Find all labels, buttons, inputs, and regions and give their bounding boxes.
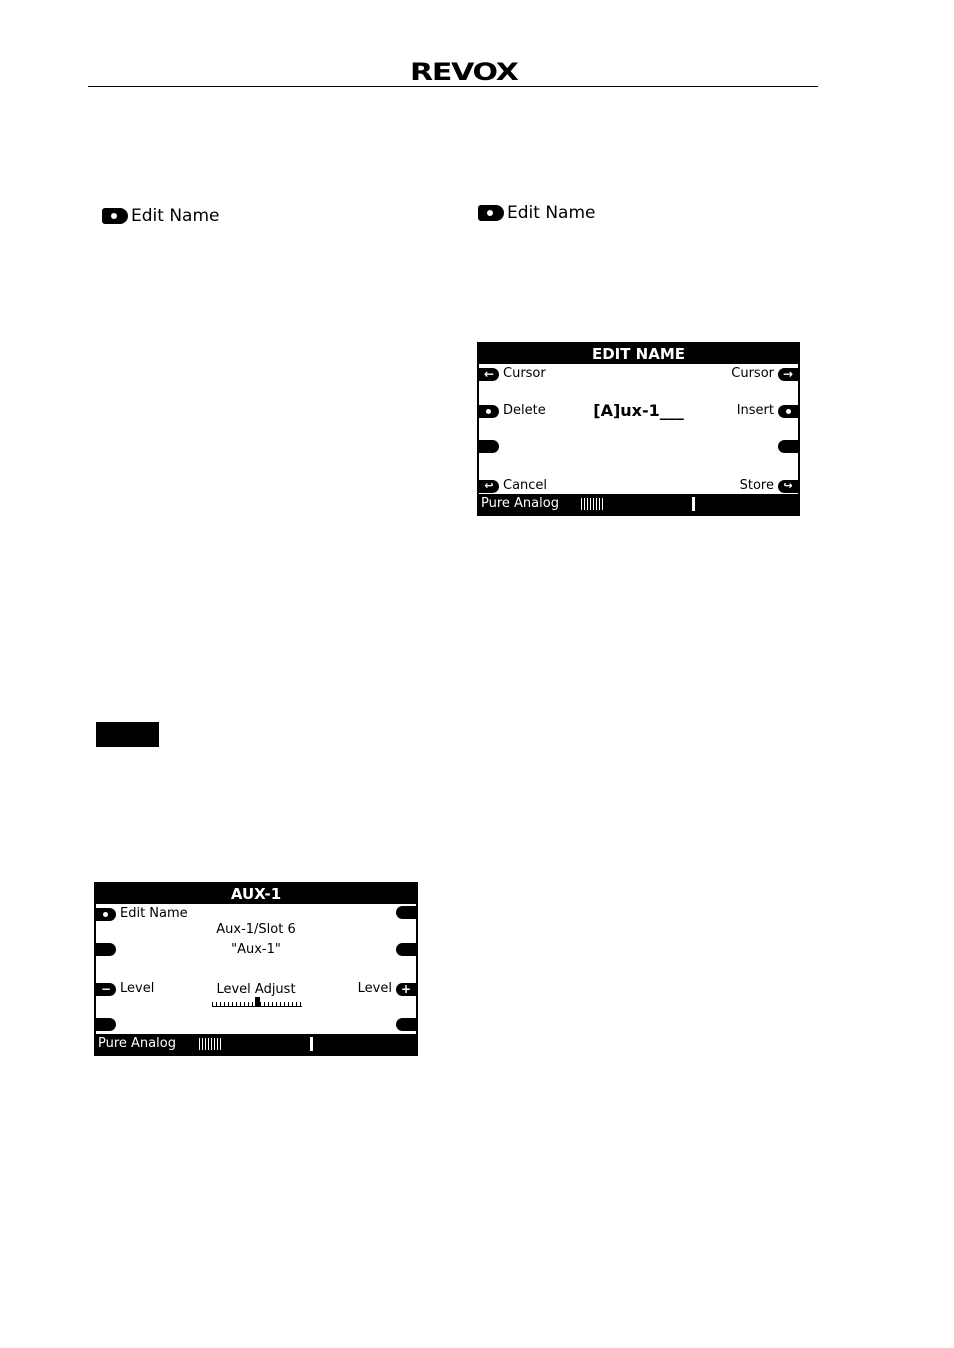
blank-key-icon [479, 440, 499, 453]
blank-key-icon [396, 1018, 416, 1031]
dot-key-icon [102, 208, 128, 224]
key-label: Delete [503, 403, 546, 418]
status-bar [479, 494, 798, 514]
minus-icon: − [96, 983, 116, 996]
aux-screen [94, 882, 418, 1056]
name-value: [A]ux-1___ [593, 401, 684, 420]
arrow-left-icon: ← [479, 368, 499, 381]
key-label: Cursor [503, 366, 546, 381]
edit-name-screen [477, 342, 800, 516]
status-bar [96, 1034, 416, 1054]
cursor-right-key[interactable] [731, 366, 798, 382]
softkey-right-4[interactable] [396, 1018, 416, 1031]
status-label: Pure Analog [481, 496, 559, 511]
signal-bars-icon [581, 498, 603, 510]
key-label: Insert [736, 403, 774, 418]
caption-edit-name-left [102, 206, 219, 226]
caption-label: Edit Name [131, 206, 220, 226]
store-icon: ↪ [778, 480, 798, 493]
blank-key-icon [778, 440, 798, 453]
softkey-left-4[interactable] [96, 1018, 116, 1031]
softkey-left-3[interactable] [479, 440, 499, 453]
position-marker-icon [692, 497, 695, 511]
source-line: Aux-1/Slot 6 [216, 922, 296, 937]
softkey-right-3[interactable] [778, 440, 798, 453]
blank-key-icon [396, 906, 416, 919]
softkey-left-2[interactable] [96, 943, 116, 956]
position-marker-icon [310, 1037, 313, 1051]
blank-key-icon [396, 943, 416, 956]
edit-name-key[interactable] [96, 906, 188, 922]
plus-icon: + [396, 983, 416, 996]
blank-key-icon [96, 943, 116, 956]
key-label: Level [120, 981, 155, 996]
return-icon: ↩ [479, 480, 499, 493]
key-label: Cancel [503, 478, 548, 493]
key-label: Edit Name [120, 906, 188, 921]
store-key[interactable] [740, 478, 798, 494]
key-label: Cursor [731, 366, 774, 381]
name-line: "Aux-1" [231, 942, 281, 957]
softkey-right-2[interactable] [396, 943, 416, 956]
key-label: Store [739, 478, 774, 493]
cursor-left-key[interactable] [479, 366, 546, 382]
screen-title: EDIT NAME [479, 344, 798, 364]
screen-title: AUX-1 [96, 884, 416, 904]
caption-edit-name-right [478, 203, 595, 223]
blank-key-icon [96, 1018, 116, 1031]
dot-key-icon [478, 205, 504, 221]
caption-label: Edit Name [507, 203, 596, 223]
header-rule [88, 86, 818, 87]
status-label: Pure Analog [98, 1036, 176, 1051]
level-knob-icon [255, 997, 260, 1007]
level-scale [212, 999, 302, 1007]
softkey-right-1[interactable] [396, 906, 416, 919]
arrow-right-icon: → [778, 368, 798, 381]
level-adjust-label: Level Adjust [216, 982, 296, 997]
key-label: Level [357, 981, 392, 996]
signal-bars-icon [199, 1038, 221, 1050]
revox-logo: REVOX [410, 58, 518, 86]
cancel-key[interactable] [479, 478, 547, 494]
black-label-tag [96, 722, 159, 747]
dot-icon [96, 908, 116, 921]
